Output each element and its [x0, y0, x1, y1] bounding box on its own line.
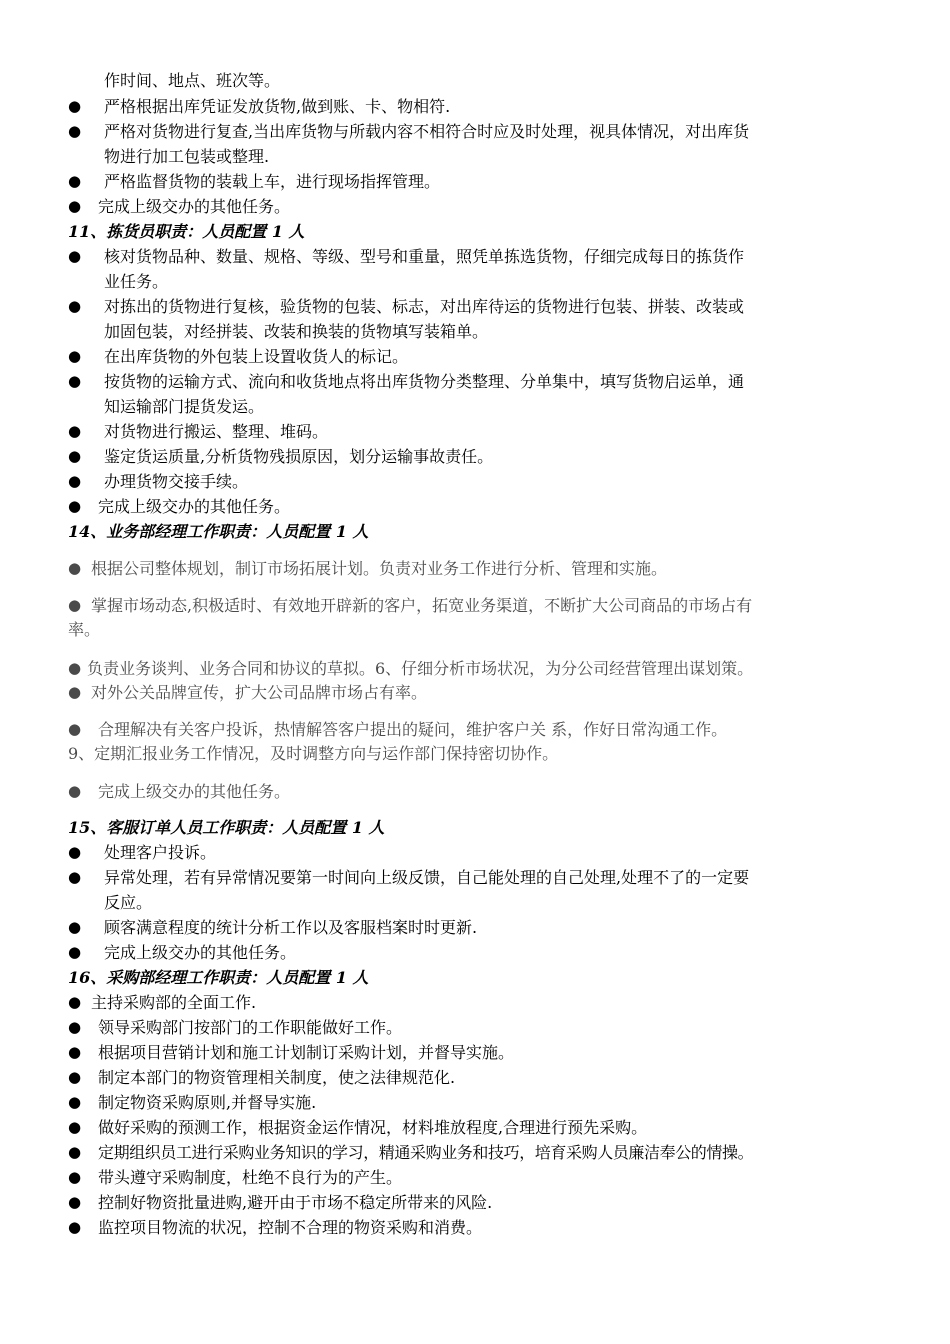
bullet-icon: ●: [68, 1018, 82, 1036]
list-item-continuation: 知运输部门提货发运。: [104, 397, 265, 416]
document-page: 作时间、地点、班次等。 ● 严格根据出库凭证发放货物,做到账、卡、物相符. ● 严格对货物进行复查,当出库货物与所载内容不相符合时应及时处理，视具体情况，对出库货 物进行加工包装或整理. ● 严格监督货物的装载上车，进行现场指挥管理。 ● 完成上级交办的其他任务。 11、拣货员职责：人员配置 1 人 ● 核对货物品种、数量、规格、等级、型号和重量，照凭单拣选货物，仔细完成每日的拣货作 业任务。 ● 对拣出的货物进行复核，验货物的包装、标志，对出库待运的货物进行包装、拼装、改装或 加固包装，对经拼装、改装和换装的货物填写装箱单。 ● 在出库货物的外包装上设置收货人的标记。 ● 按货物的运输方式、流向和收货地点将出库货物分类整理、分单集中，填写货物启运单，通 知运输部门提货发运。 ● 对货物进行搬运、整理、堆码。 ● 鉴定货运质量,分析货物残损原因，划分运输事故责任。 ● 办理货物交接手续。 ● 完成上级交办的其他任务。 14、业务部经理工作职责：人员配置 1 人 ● 根据公司整体规划，制订市场拓展计划。负责对业务工作进行分析、管理和实施。 ● 掌握市场动态,积极适时、有效地开辟新的客户，拓宽业务渠道，不断扩大公司商品的市场占有 率。 ● 负责业务谈判、业务合同和协议的草拟。6、仔细分析市场状况，为分公司经营管理出谋划策。 ● 对外公关品牌宣传，扩大公司品牌市场占有率。 ● 合理解决有关客户投诉，热情解答客户提出的疑问，维护客户关 系，作好日常沟通工作。 9、定期汇报业务工作情况，及时调整方向与运作部门保持密切协作。 ● 完成上级交办的其他任务。 15、客服订单人员工作职责：人员配置 1 人 ● 处理客户投诉。 ● 异常处理，若有异常情况要第一时间向上级反馈，自己能处理的自己处理,处理不了的一定要 反应。 ● 顾客满意程度的统计分析工作以及客服档案时时更新. ● 完成上级交办的其他任务。 16、采购部经理工作职责：人员配置 1 人 ● 主持采购部的全面工作. ● 领导采购部门按部门的工作职能做好工作。 ● 根据项目营销计划和施工计划制订采购计划，并督导实施。 ● 制定本部门的物资管理相关制度，使之法律规范化. ● 制定物资采购原则,并督导实施. ● 做好采购的预测工作，根据资金运作情况，材料堆放程度,合理进行预先采购。 ● 定期组织员工进行采购业务知识的学习，精通采购业务和技巧，培育采购人员廉洁奉公的情操。 ● 带头遵守采购制度，杜绝不良行为的产生。 ● 控制好物资批量进购,避开由于市场不稳定所带来的风险. ● 监控项目物流的状况，控制不合理的物资采购和消费。: [0, 0, 950, 1344]
section-heading: 16、采购部经理工作职责：人员配置 1 人: [68, 968, 369, 987]
bullet-icon: ●: [68, 720, 82, 738]
continuation-line: 作时间、地点、班次等。: [104, 71, 281, 90]
bullet-icon: ●: [68, 1043, 82, 1061]
bullet-icon: ●: [68, 993, 82, 1011]
bullet-icon: ●: [68, 1143, 82, 1161]
bullet-icon: ●: [68, 247, 82, 265]
bullet-icon: ●: [68, 197, 82, 215]
list-item-continuation: 业任务。: [104, 272, 169, 291]
bullet-icon: ●: [68, 1168, 82, 1186]
bullet-icon: ●: [68, 868, 82, 886]
bullet-icon: ●: [68, 447, 82, 465]
bullet-icon: ●: [68, 596, 82, 614]
numbered-line: 9、定期汇报业务工作情况，及时调整方向与运作部门保持密切协作。: [68, 744, 559, 763]
bullet-icon: ●: [68, 472, 82, 490]
bullet-icon: ●: [68, 347, 82, 365]
section-heading: 15、客服订单人员工作职责：人员配置 1 人: [68, 818, 385, 837]
bullet-icon: ●: [68, 843, 82, 861]
bullet-icon: ●: [68, 659, 82, 677]
bullet-icon: ●: [68, 1093, 82, 1111]
bullet-icon: ●: [68, 297, 82, 315]
section-heading: 14、业务部经理工作职责：人员配置 1 人: [68, 522, 369, 541]
bullet-icon: ●: [68, 1193, 82, 1211]
list-item-continuation: 加固包装，对经拼装、改装和换装的货物填写装箱单。: [104, 322, 489, 341]
list-item-continuation: 反应。: [104, 893, 153, 912]
section-heading: 11、拣货员职责：人员配置 1 人: [68, 222, 305, 241]
bullet-icon: ●: [68, 122, 82, 140]
bullet-icon: ●: [68, 782, 82, 800]
bullet-icon: ●: [68, 559, 82, 577]
bullet-icon: ●: [68, 918, 82, 936]
bullet-icon: ●: [68, 1218, 82, 1236]
bullet-icon: ●: [68, 422, 82, 440]
list-item-continuation: 率。: [68, 620, 101, 639]
bullet-icon: ●: [68, 943, 82, 961]
bullet-icon: ●: [68, 497, 82, 515]
bullet-icon: ●: [68, 1118, 82, 1136]
list-item-continuation: 物进行加工包装或整理.: [104, 147, 270, 166]
bullet-icon: ●: [68, 1068, 82, 1086]
bullet-icon: ●: [68, 683, 82, 701]
bullet-icon: ●: [68, 97, 82, 115]
bullet-icon: ●: [68, 372, 82, 390]
bullet-icon: ●: [68, 172, 82, 190]
